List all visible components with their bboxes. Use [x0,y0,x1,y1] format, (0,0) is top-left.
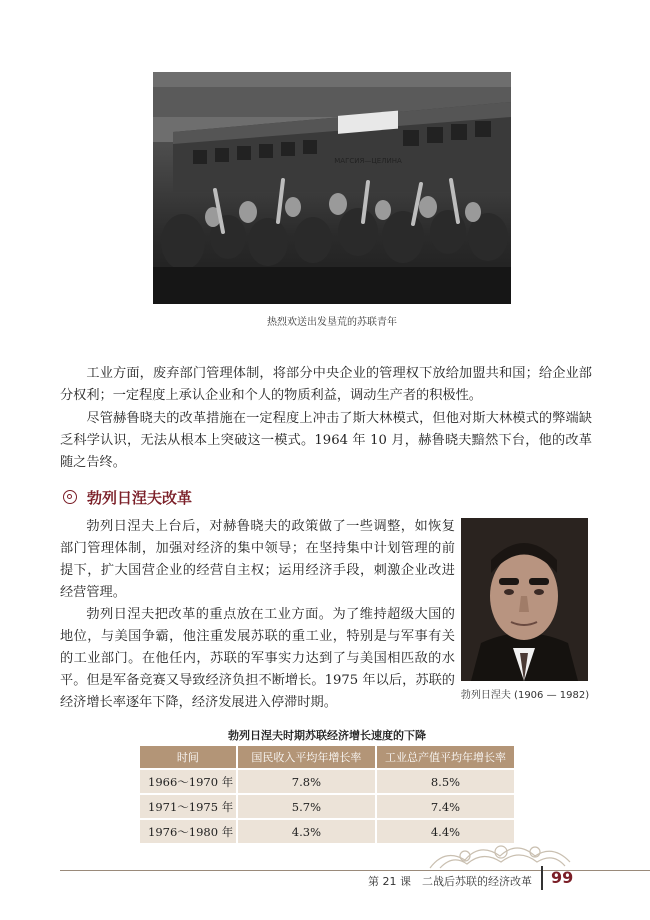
portrait-caption: 勃列日涅夫 (1906 — 1982) [460,690,590,701]
footer-lesson-title: 第 21 课 二战后苏联的经济改革 [368,875,532,888]
growth-table [140,746,514,843]
table-cell-industrial-output: 8.5% [376,769,514,794]
paragraph-industry-reform: 工业方面，废弃部门管理体制，将部分中央企业的管理权下放给加盟共和国；给企业部分权利；一定程度上承认企业和个人的物质利益，调动生产者的积极性。 [60,366,592,403]
table-cell-national-income: 4.3% [237,819,376,843]
paragraph-brezhnev-adjustments: 勃列日涅夫上台后，对赫鲁晓夫的政策做了一些调整，如恢复部门管理体制，加强对经济的集中领导；在坚持集中计划管理的前提下，扩大国营企业的经营自主权；运用经济手段，刺激企业改进经营管理。 [60,519,455,600]
section-title: 勃列日涅夫改革 [87,488,193,507]
photo-youth-departure-illustration [153,72,511,304]
table-cell-national-income: 5.7% [237,794,376,819]
table-cell-industrial-output: 7.4% [376,794,514,819]
table-cell-period: 1976～1980 年 [140,819,237,843]
train-banner-text: МАГСИЯ—ЦЕЛИНА [334,157,402,165]
table-header-period: 时间 [140,746,237,769]
paragraph-khrushchev-result: 尽管赫鲁晓夫的改革措施在一定程度上冲击了斯大林模式，但他对斯大林模式的弊端缺乏科学认识，无法从根本上突破这一模式。1964 年 10 月，赫鲁晓夫黯然下台，他的改革随之告终。 [60,411,592,470]
page-number: 99 [551,868,574,887]
table-header-row [140,746,514,769]
section-heading [63,486,192,508]
table-header-industrial-output: 工业总产值平均年增长率 [376,746,514,769]
portrait-brezhnev-illustration [461,518,588,681]
cloud-ornament-icon [425,838,575,870]
table-cell-period: 1966～1970 年 [140,769,237,794]
table-title: 勃列日涅夫时期苏联经济增长速度的下降 [228,729,426,742]
double-circle-bullet-icon [63,490,77,504]
portrait-brezhnev [461,518,588,681]
table-row [140,794,514,819]
table-row [140,769,514,794]
table-cell-industrial-output: 4.4% [376,819,514,843]
photo-youth-departure [153,72,511,304]
table-cell-period: 1971～1975 年 [140,794,237,819]
table-cell-national-income: 7.8% [237,769,376,794]
paragraph-brezhnev-industry: 勃列日涅夫把改革的重点放在工业方面。为了维持超级大国的地位，与美国争霸，他注重发展苏联的重工业，特别是与军事有关的工业部门。在他任内，苏联的军事实力达到了与美国相匹敌的水平。但是军备竞赛又导致经济负担不断增长。1975 年以后，苏联的经济增长率逐年下降，经济发展进入停滞时期。 [60,607,455,710]
photo-youth-caption: 热烈欢送出发垦荒的苏联青年 [267,317,397,328]
table-header-national-income: 国民收入平均年增长率 [237,746,376,769]
footer-separator [541,866,543,890]
